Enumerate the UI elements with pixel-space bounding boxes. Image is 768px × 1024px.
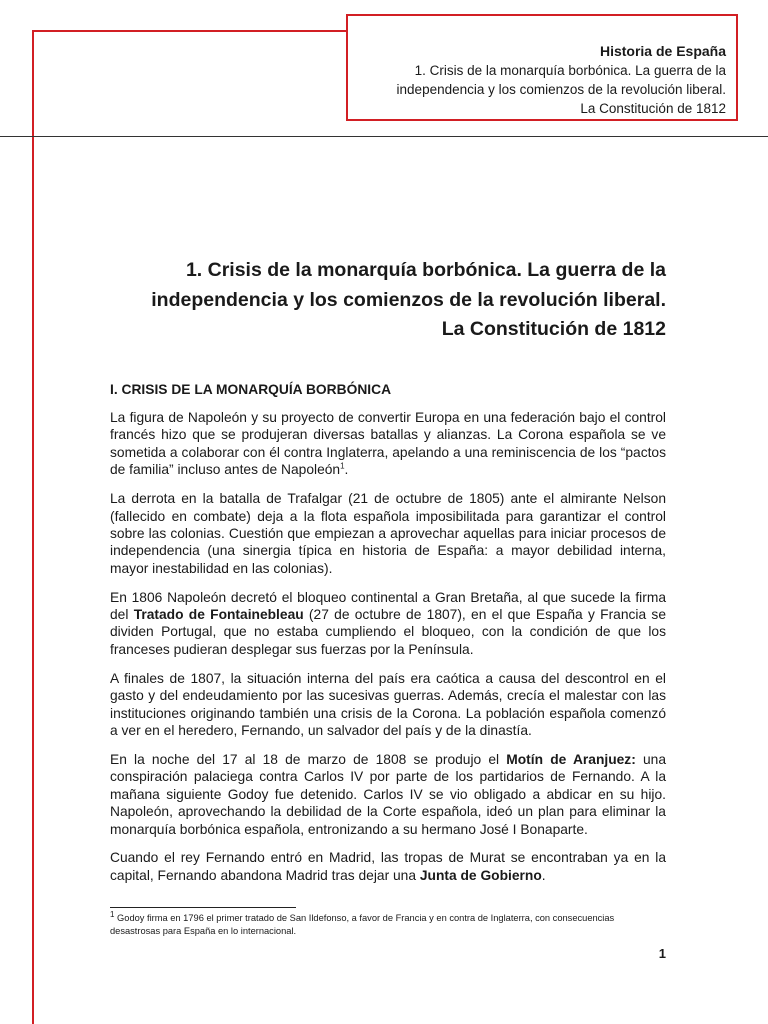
body-text: [110, 409, 666, 884]
paragraph-1: [110, 409, 666, 479]
red-top-line: [32, 30, 348, 32]
paragraph-3-text-b: (27 de octubre de 1807), en el que España y Francia se dividen Portugal, que no estaba cumpliendo el bloqueo, con la condición de que los franceses pudieran desplegar sus fuerzas por la Península.: [110, 607, 666, 657]
footnote-text: Godoy firma en 1796 el primer tratado de San Ildefonso, a favor de Francia y en contra de Inglaterra, con consecuencias desastrosas para España en lo internacional.: [110, 913, 615, 936]
paragraph-4: A finales de 1807, la situación interna del país era caótica a causa del descontrol en el gasto y del endeudamiento por las sucesivas guerras. Además, crecía el malestar con las instituciones originando también una crisis de la Corona. La población española comenzó a ver en el heredero, Fernando, un salvador del país y de la dinastía.: [110, 670, 666, 738]
paragraph-6-text-a: Cuando el rey Fernando entró en Madrid, las tropas de Murat se encontraban ya en la capital, Fernando abandona Madrid tras dejar una: [110, 850, 666, 883]
footnote: [110, 909, 666, 937]
header-divider: [0, 136, 768, 137]
header-title: Historia de España: [599, 43, 726, 59]
header-line-3: La Constitución de 1812: [580, 101, 726, 116]
paragraph-3-text-a: En 1806 Napoleón decretó el bloqueo continental a Gran Bretaña, al que sucede la firma del: [110, 589, 666, 623]
paragraph-5-text-a: En la noche del 17 al 18 de marzo de 1808 se produjo el: [110, 751, 507, 767]
paragraph-5: [110, 751, 666, 838]
paragraph-1-text: La figura de Napoleón y su proyecto de convertir Europa en una federación bajo el control francés hizo que se produjeran diversas batallas y alianzas. La Corona española se ve sometida a colaborar con él contra Inglaterra, apelando a una reminiscencia de los “pactos de familia” incluso antes de Napoleón: [110, 410, 666, 478]
paragraph-6-bold: Junta de Gobierno: [419, 867, 542, 883]
paragraph-2: La derrota en la batalla de Trafalgar (21 de octubre de 1805) ante el almirante Nelson (fallecido en combate) deja a la flota española imposibilitada para garantizar el control sobre las colonias. Cuestión que empiezan a aprovechar aquellas para iniciar procesos de independencia (una sinergia típica en historia de España: a mayor debilidad interna, mayor inestabilidad en las colonias).: [110, 491, 666, 576]
running-header: [346, 14, 738, 121]
footnote-marker: 1: [110, 909, 115, 919]
paragraph-1-end: .: [344, 462, 349, 478]
paragraph-5-text-b: una conspiración palaciega contra Carlos IV por parte de los partidarios de Fernando. A la mañana siguiente Godoy fue detenido. Carlos IV se vio obligado a abdicar en su hijo. Napoleón, aprovechando la debilidad de la Corte española, ideó un plan para eliminar la monarquía borbónica española, entronizando a su hermano José I Bonaparte.: [110, 751, 666, 837]
header-line-2: independencia y los comienzos de la revolución liberal.: [396, 82, 726, 97]
page-number: 1: [658, 946, 666, 961]
page-title: [100, 256, 666, 345]
title-line-3: La Constitución de 1812: [441, 318, 666, 340]
paragraph-6-text-b: .: [541, 867, 546, 883]
section-heading: I. CRISIS DE LA MONARQUÍA BORBÓNICA: [110, 382, 392, 397]
footnote-ref[interactable]: 1: [340, 461, 345, 471]
paragraph-3: [110, 589, 666, 659]
title-line-2: independencia y los comienzos de la revolución liberal.: [151, 288, 666, 311]
paragraph-3-bold: Tratado de Fontainebleau: [133, 607, 304, 623]
paragraph-6: [110, 849, 666, 884]
red-margin-line: [32, 30, 34, 1024]
header-line-1: 1. Crisis de la monarquía borbónica. La guerra de la: [414, 63, 726, 78]
footnote-separator: [110, 907, 296, 908]
paragraph-5-bold: Motín de Aranjuez:: [506, 751, 636, 767]
title-line-1: 1. Crisis de la monarquía borbónica. La guerra de la: [185, 259, 666, 281]
